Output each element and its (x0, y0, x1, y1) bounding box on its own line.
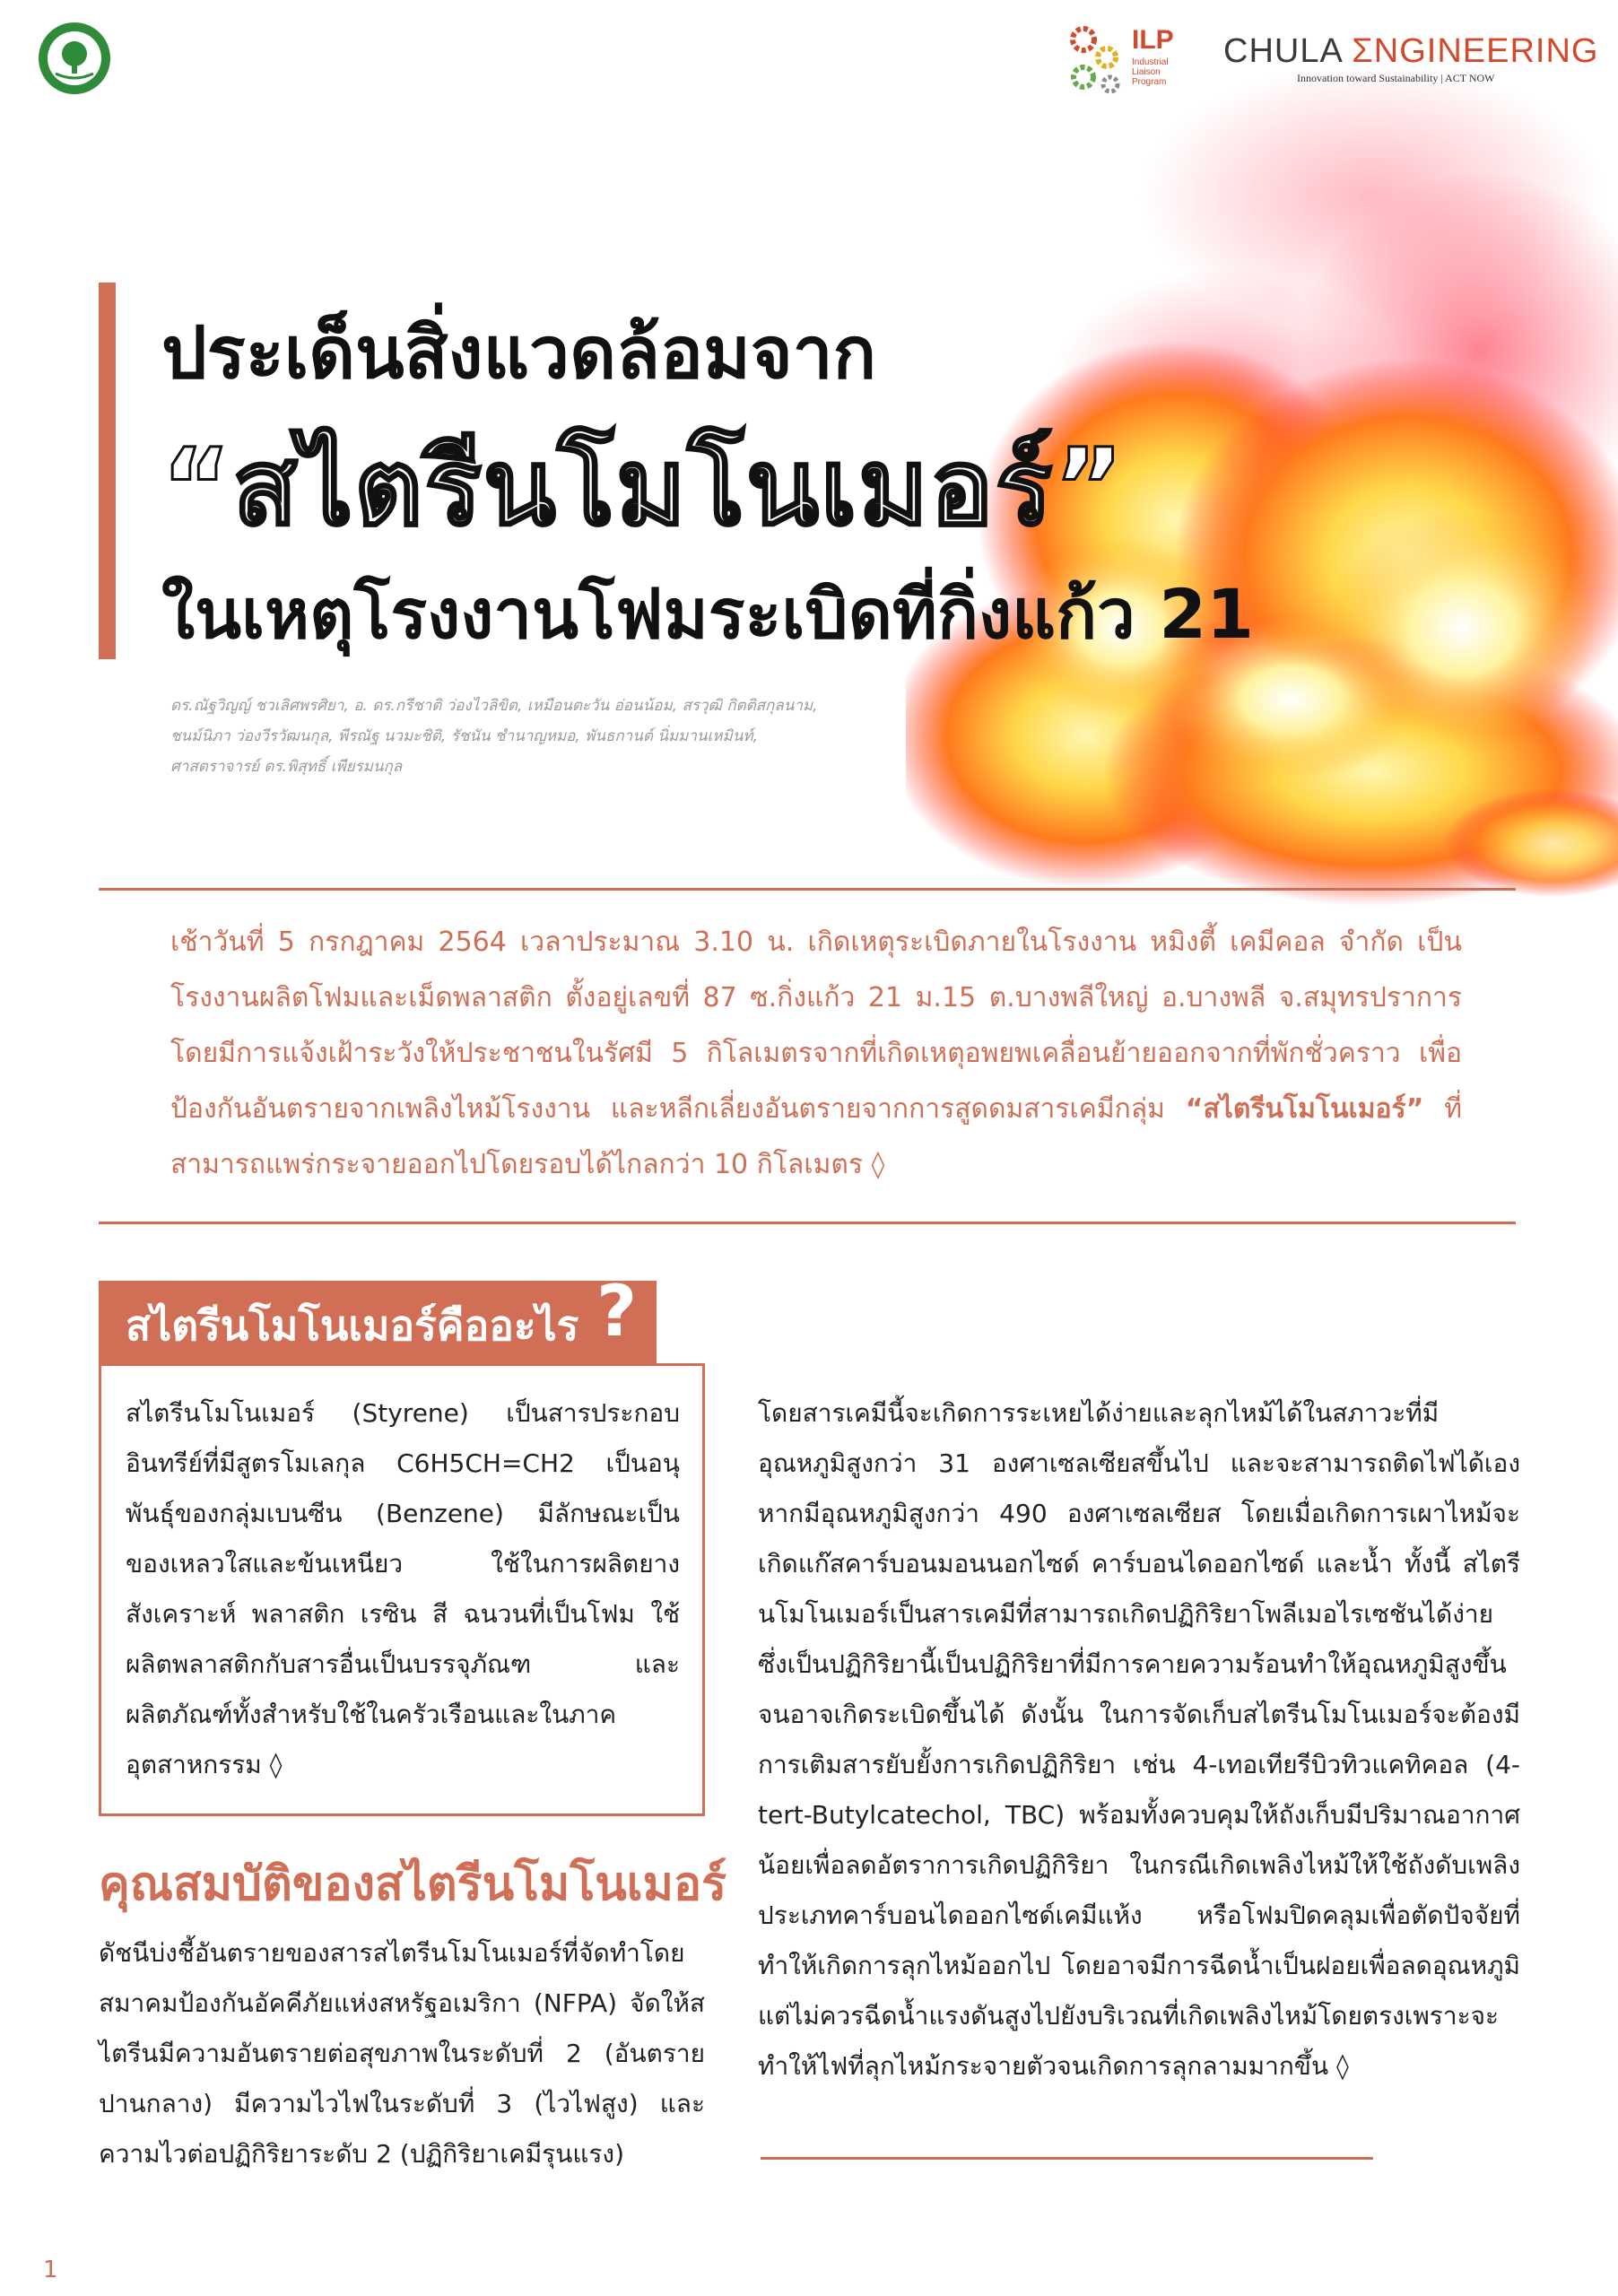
divider (99, 888, 1516, 891)
section-body: ดัชนีบ่งชี้อันตรายของสารสไตรีนโมโนเมอร์ที่จัดทำโดยสมาคมป้องกันอัคคีภัยแห่งสหรัฐอเมริกา (NFPA) จัดให้สไตรีนมีความอันตรายต่อสุขภาพในระดับที่ 2 (อันตรายปานกลาง) มีความไวไฟในระดับที่ 3 (ไวไฟสูง) และความไวต่อปฏิกิริยาระดับ 2 (ปฏิกิริยาเคมีรุนแรง) (99, 1938, 705, 2169)
author-list (170, 691, 888, 782)
intro-paragraph (170, 915, 1462, 1193)
column-body: โดยสารเคมีนี้จะเกิดการระเหยได้ง่ายและลุกไหม้ได้ในสภาวะที่มีอุณหภูมิสูงกว่า 31 องศาเซลเซียสขึ้นไป และจะสามารถติดไฟได้เองหากมีอุณหภูมิสูงกว่า 490 องศาเซลเซียส โดยเมื่อเกิดการเผาไหม้จะเกิดแก๊สคาร์บอนมอนนอกไซด์ คาร์บอนไดออกไซด์ และน้ำ ทั้งนี้ สไตรีนโมโนเมอร์เป็นสารเคมีที่สามารถเกิดปฏิกิริยาโพลีเมอไรเซชันได้ง่าย ซึ่งเป็นปฏิกิริยานี้เป็นปฏิกิริยาที่มีการคายความร้อนทำให้อุณหภูมิสูงขึ้นจนอาจเกิดระเบิดขึ้นได้ ดังนั้น ในการจัดเก็บสไตรีนโมโนเมอร์จะต้องมีการเติมสารยับยั้งการเกิดปฏิกิริยา เช่น 4-เทอเทียรีบิวทิวแคทิคอล (4-tert-Butylcatechol, TBC) พร้อมทั้งควบคุมให้ถังเก็บมีปริมาณอากาศน้อยเพื่อลดอัตราการเกิดปฏิกิริยา ในกรณีเกิดเพลิงไหม้ให้ใช้ถังดับเพลิงประเภทคาร์บอนไดออกไซด์เคมีแห้ง หรือโฟมปิดคลุมเพื่อตัดปัจจัยที่ทำให้เกิดการลุกไหม้ออกไป โดยอาจมีการฉีดน้ำเป็นฝอยเพื่อลดอุณหภูมิ แต่ไม่ควรฉีดน้ำแรงดันสูงไปยังบริเวณที่เกิดเพลิงไหม้โดยตรงเพราะจะทำให้ไฟที่ลุกไหม้กระจายตัวจนเกิดการลุกลามมากขึ้น ◊ (758, 1398, 1520, 2081)
chula-word: CHULA (1223, 32, 1353, 70)
page-title-line1: ประเด็นสิ่งแวดล้อมจาก (161, 311, 877, 395)
author-line: ศาสตราจารย์ ดร.พิสุทธิ์ เพียรมนกุล (170, 758, 403, 776)
ilp-subtitle: Industrial Liaison Program (1132, 57, 1169, 87)
author-line: ชนม์นิภา ว่องวีรวัฒนกุล, พีรณัฐ นวมะชิติ, รัชนัน ชำนาญหมอ, พันธกานต์ นิ่มมานเหมินท์, (170, 727, 758, 745)
divider (761, 2157, 1373, 2160)
page-number: 1 (43, 2257, 58, 2283)
chula-tagline: Innovation toward Sustainability | ACT NOW (1297, 72, 1495, 84)
engineering-word: ΣNGINEERING (1352, 32, 1599, 70)
page-title-line3: ในเหตุโรงงานโฟมระเบิดที่กิ่งแก้ว 21 (161, 574, 1255, 654)
section-body: สไตรีนโมโนเมอร์ (Styrene) เป็นสารประกอบอินทรีย์ที่มีสูตรโมเลกุล C6H5CH=CH2 เป็นอนุพันธุ์ของกลุ่มเบนซีน (Benzene) มีลักษณะเป็นของเหลวใสและข้นเหนียว ใช้ในการผลิตยางสังเคราะห์ พลาสติก เรซิน สี ฉนวนที่เป็นโฟม ใช้ผลิตพลาสติกกับสารอื่นเป็นบรรจุภัณฑ และผลิตภัณฑ์ทั้งสำหรับใช้ในครัวเรือนและในภาคอุตสาหกรรม ◊ (126, 1398, 680, 1779)
intro-highlight: “สไตรีนโมโนเมอร์” (1185, 1093, 1424, 1125)
title-accent-bar (99, 283, 116, 659)
section-title: สไตรีนโมโนเมอร์คืออะไร (126, 1301, 579, 1350)
section-title: คุณสมบัติของสไตรีนโมโนเมอร์ (99, 1857, 727, 1911)
intro-text: เช้าวันที่ 5 กรกฎาคม 2564 เวลาประมาณ 3.10 น. เกิดเหตุระเบิดภายในโรงงาน หมิงตี้ เคมีคอล จำกัด เป็นโรงงานผลิตโฟมและเม็ดพลาสติก ตั้งอยู่เลขที่ 87 ซ.กิ่งแก้ว 21 ม.15 ต.บางพลีใหญ่ อ.บางพลี จ.สมุทรปราการ โดยมีการแจ้งเฝ้าระวังให้ประชาชนในรัศมี 5 กิโลเมตรจากที่เกิดเหตุอพยพเคลื่อนย้ายออกจากที่พักชั่วคราว เพื่อป้องกันอันตรายจากเพลิงไหม้โรงงาน และหลีกเลี่ยงอันตรายจากการสูดดมสารเคมีกลุ่ม (170, 926, 1462, 1125)
government-emblem-icon (36, 20, 113, 97)
intro-text-end: ที่สามารถแพร่กระจายออกไปโดยรอบได้ไกลกว่า 10 กิโลเมตร ◊ (170, 1093, 1462, 1180)
author-line: ดร.ณัฐวิญญ์ ชวเลิศพรศิยา, อ. ดร.กรีชาติ ว่องไวลิขิต, เหมือนตะวัน อ่อนน้อม, สรวุฒิ กิตติสกุลนาม, (170, 697, 818, 715)
ilp-name: ILP (1132, 25, 1174, 55)
chula-engineering-logo (1223, 32, 1598, 71)
page-title-line2: “สไตรีนโมโนเมอร์” (161, 425, 1126, 549)
divider (99, 1222, 1516, 1224)
question-mark: ? (596, 1272, 638, 1352)
